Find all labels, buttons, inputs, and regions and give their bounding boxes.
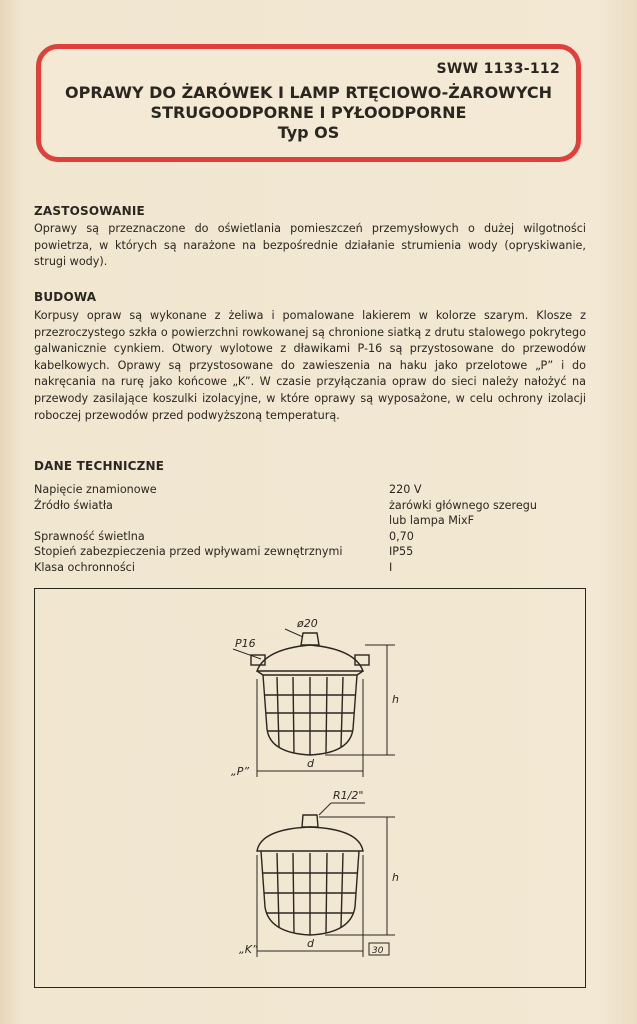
lamp-p-outline — [233, 629, 395, 777]
spec-key: Źródło światła — [34, 498, 113, 512]
label-box: 30 — [372, 946, 384, 956]
spec-row — [34, 529, 594, 545]
lamp-k-outline — [257, 803, 395, 957]
spec-key: Klasa ochronności — [34, 560, 135, 574]
zastosowanie-text: Oprawy są przeznaczone do oświetlania pomieszczeń przemysłowych o dużej wilgotności powietrza, w których są narażone na bezpośrednie działanie strumienia wody (opryskiwanie, strugi wody). — [34, 222, 586, 269]
spec-value: 0,70 — [389, 529, 414, 543]
title-line-1: OPRAWY DO ŻARÓWEK I LAMP RTĘCIOWO-ŻAROWYCH — [65, 83, 552, 102]
spec-table — [34, 482, 594, 575]
spec-value: IP55 — [389, 545, 414, 558]
label-gland: P16 — [235, 637, 256, 650]
title-line-3: Typ OS — [277, 123, 340, 142]
spec-row — [34, 482, 594, 498]
label-h-bottom: h — [392, 871, 399, 884]
budowa-heading: BUDOWA — [34, 290, 97, 304]
spec-value: lub lampa MixF — [389, 514, 475, 527]
label-variant-p: „P” — [231, 765, 250, 778]
label-variant-k: „K” — [239, 943, 258, 956]
label-thread: R1/2" — [333, 789, 364, 802]
zastosowanie-heading: ZASTOSOWANIE — [34, 204, 145, 218]
spec-row — [34, 513, 594, 529]
spec-key: Sprawność świetlna — [34, 529, 145, 543]
drawing-svg — [35, 589, 587, 989]
spec-row — [34, 498, 594, 514]
budowa-text: Korpusy opraw są wykonane z żeliwa i pomalowane lakierem w kolorze szarym. Klosze z przezroczystego szkła o powierzchni rowkowanej są chronione siatką z drutu stalowego pokrytego galwanicznie cynkiem. Otwory wylotowe z dławikami P-16 są przystosowane do przewodów kabelkowych. Oprawy są przystosowane do zawieszenia na haku jako przelotowe „P” i do nakręcania na rurę jako końcowe „K”. W czasie przyłączania opraw do sieci należy nałożyć na przewody zasilające koszulki izolacyjne, w które oprawy są wyposażone, w celu ochrony izolacji roboczej przewodów przed podwyższoną temperaturą. — [34, 309, 586, 422]
spec-key: Stopień zabezpieczenia przed wpływami zewnętrznymi — [34, 545, 343, 558]
title-line-2: STRUGOODPORNE I PYŁOODPORNE — [150, 103, 467, 122]
label-h-top: h — [392, 693, 399, 706]
catalog-code: SWW 1133-112 — [436, 61, 560, 77]
spec-value: 220 V — [389, 483, 422, 496]
label-d-top: d — [307, 757, 314, 770]
label-diameter: ø20 — [297, 617, 318, 630]
spec-value: żarówki głównego szeregu — [389, 498, 537, 512]
spec-key: Napięcie znamionowe — [34, 483, 157, 496]
dane-heading: DANE TECHNICZNE — [34, 459, 165, 473]
spec-row — [34, 544, 594, 560]
spec-row — [34, 560, 594, 576]
spec-value: I — [389, 560, 393, 574]
label-d-bottom: d — [307, 937, 314, 950]
header-box — [36, 44, 581, 162]
technical-drawing — [34, 588, 586, 988]
